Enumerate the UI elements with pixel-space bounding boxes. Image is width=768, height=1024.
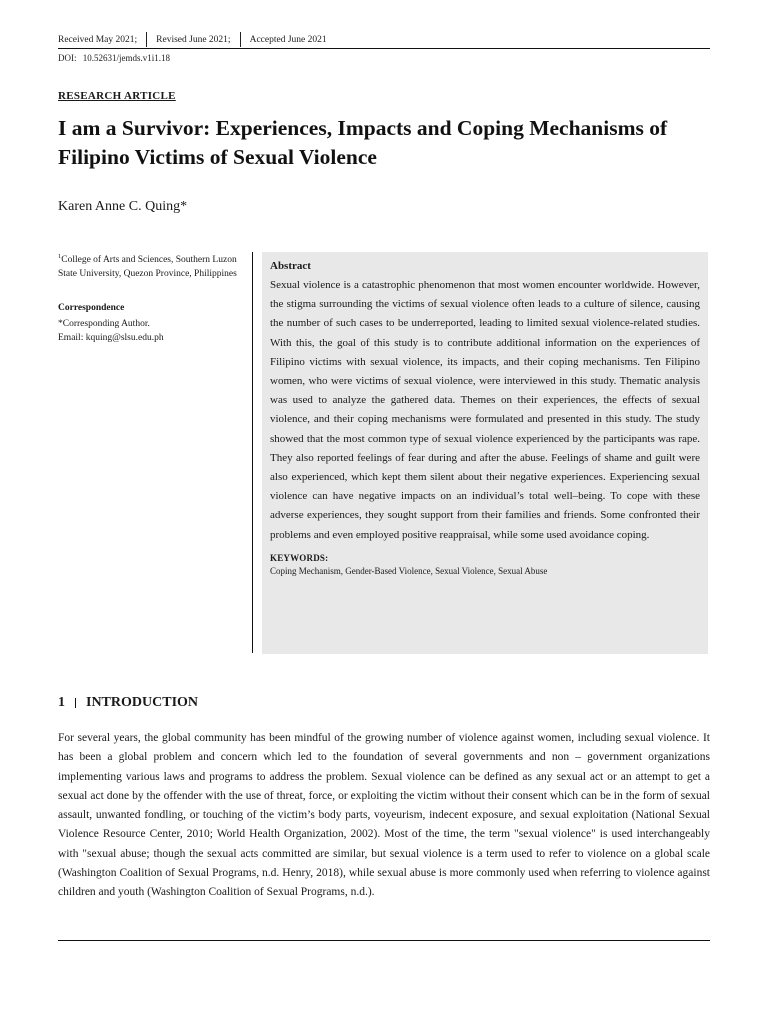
- date-separator: [240, 32, 241, 47]
- article-type: RESEARCH ARTICLE: [58, 90, 176, 102]
- keywords-heading: KEYWORDS:: [270, 552, 329, 563]
- article-title: I am a Survivor: Experiences, Impacts and Coping Mechanisms of Filipino Victims of Sexual Violence: [58, 116, 668, 169]
- introduction-paragraph: For several years, the global community has been mindful of the growing number of violence against women, including sexual violence. It has been a global problem and concern which led to the foundation of several governments and non – government organizations implementing various laws and programs to address the problem. Sexual violence can be defined as any sexual act or an attempt to get a sexual act done by the offender with the use of threat, force, or exploiting the victim without their consent which can be in the form of sexual assault, unwanted fondling, or touching of the victim’s body parts, voyeurism, indecent exposure, and sexual exploitation (National Sexual Violence Resource Center, 2010; World Health Organization, 2002). Most of the time, the term "sexual violence" is used interchangeably with "sexual abuse; though the sexual acts committed are similar, but sexual violence is a term used to refer to violence on a global scale (Washington Coalition of Sexual Programs, n.d. Henry, 2018), while sexual abuse is more commonly used when referring to violence against children and youth (Washington Coalition of Sexual Programs, n.d.).: [58, 732, 710, 899]
- revised-date: Revised June 2021;: [156, 34, 231, 45]
- section-title: INTRODUCTION: [86, 695, 199, 710]
- doi-link[interactable]: 10.52631/jemds.v1i1.18: [82, 53, 170, 63]
- corresponding-note: *Corresponding Author.: [58, 319, 150, 329]
- affiliation-text: College of Arts and Sciences, Southern Luzon State University, Quezon Province, Philippines: [58, 255, 237, 280]
- section-number: 1: [58, 695, 65, 710]
- author-name: Karen Anne C. Quing*: [58, 199, 188, 214]
- footer-rule: [58, 940, 710, 941]
- doi-line: [58, 53, 170, 63]
- affiliation: [58, 250, 248, 281]
- abstract-text: Sexual violence is a catastrophic phenomenon that most women encounter worldwide. However, the stigma surrounding the victims of sexual violence often leads to a culture of silence, causing the number of such cases to be underreported, leading to limited sexual violence-related studies. With this, the goal of this study is to contribute additional information on the experiences of Filipino victims with sexual violence, its impacts, and their coping mechanisms. Ten Filipino women, who were victims of sexual violence, were interviewed in this study. Thematic analysis was used to analyze the gathered data. Themes on their experiences, the effects of sexual violence, and their coping mechanisms were formulated and presented in this study. The study showed that the most common type of sexual violence experienced by the participants was rape. They also reported feelings of fear during and after the abuse. Feelings of shame and guilt were also experienced, which kept them silent about their negative experiences. Experiencing sexual violence can have negative impacts on an individual’s total well–being. To cope with these adverse experiences, they sought support from their families and friends. Some confronted their problems and even employed positive reappraisal, while some used avoidance coping.: [270, 279, 700, 541]
- keywords-list: Coping Mechanism, Gender-Based Violence, Sexual Violence, Sexual Abuse: [270, 565, 548, 576]
- received-date: Received May 2021;: [58, 34, 138, 45]
- header-rule: [58, 48, 710, 49]
- affiliation-marker: 1: [58, 253, 62, 260]
- corresponding-email[interactable]: Email: kquing@slsu.edu.ph: [58, 333, 164, 343]
- section-separator: [75, 698, 76, 708]
- column-divider: [252, 252, 253, 653]
- doi-label: DOI:: [58, 53, 77, 63]
- accepted-date: Accepted June 2021: [249, 34, 327, 45]
- abstract-box: [262, 252, 708, 654]
- date-separator: [146, 32, 147, 47]
- section-heading: [58, 695, 198, 711]
- publication-dates: [58, 32, 710, 47]
- correspondence-heading: Correspondence: [58, 303, 125, 313]
- abstract-heading: Abstract: [270, 260, 311, 272]
